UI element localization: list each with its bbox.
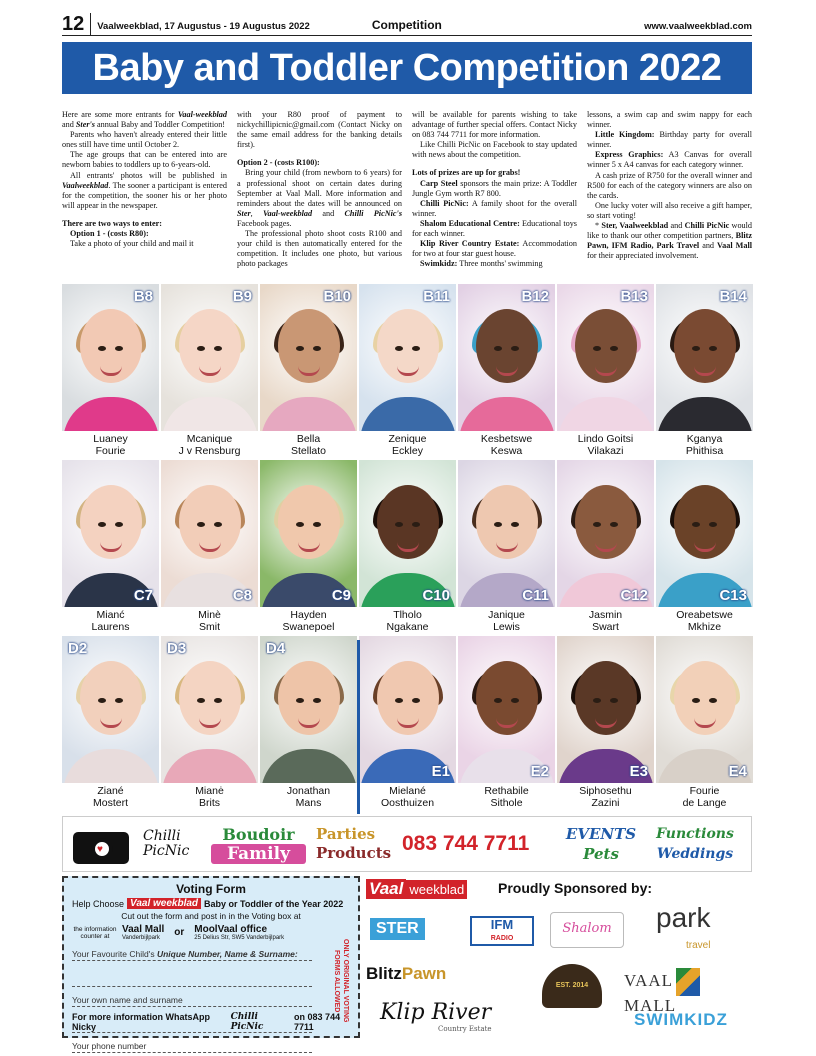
entrant-photo bbox=[359, 284, 456, 431]
article-paragraph: lessons, a swim cap and swim nappy for each winner. bbox=[587, 110, 752, 130]
entrant-number: E2 bbox=[530, 763, 549, 780]
website-url[interactable]: www.vaalweekblad.com bbox=[644, 21, 752, 32]
entrant-photo bbox=[62, 460, 159, 607]
article-paragraph: Here are some more entrants for Vaal-weekblad and Ster's annual Baby and Toddler Competition! bbox=[62, 110, 227, 130]
functions-weddings-label bbox=[650, 824, 740, 864]
entrant-photo bbox=[260, 636, 357, 783]
page-title: Baby and Toddler Competition 2022 bbox=[92, 46, 722, 89]
entrant-name: Kesbetswe Keswa bbox=[480, 433, 533, 457]
parties-products-label bbox=[316, 825, 396, 863]
entrant-card bbox=[557, 636, 654, 810]
entrant-number: B9 bbox=[232, 288, 252, 305]
entrant-card bbox=[458, 460, 555, 634]
chilli-picnic-advert bbox=[62, 816, 752, 872]
entrant-name: Mianć Laurens bbox=[91, 609, 130, 633]
article-paragraph: Swimkidz: Three months' swimming bbox=[420, 259, 543, 269]
entrant-name: Jonathan Mans bbox=[286, 785, 331, 809]
entrant-photo bbox=[161, 284, 258, 431]
category-divider bbox=[357, 640, 360, 814]
entrant-number: B10 bbox=[323, 288, 351, 305]
advert-phone: 083 744 7711 bbox=[402, 832, 530, 855]
swimkidz-logo: SWIMKIDZ bbox=[634, 1010, 728, 1029]
entrant-photo bbox=[458, 636, 555, 783]
entrant-number: E3 bbox=[629, 763, 648, 780]
article-paragraph: All entrants' photos will be published in Vaalweekblad. The sooner a participant is entered for the competition, the sooner his or her photo will appear in the newspaper. bbox=[62, 170, 227, 210]
issue-date: Vaalweekblad, 17 Augustus - 19 Augustus 2022 bbox=[97, 21, 310, 32]
entrant-grid bbox=[62, 284, 754, 812]
sponsors-panel bbox=[364, 876, 754, 1038]
entrant-number: B11 bbox=[423, 288, 450, 305]
entrant-card bbox=[62, 284, 159, 458]
vaal-mall-logo: VAALMALL bbox=[624, 968, 754, 1016]
pets-text: Pets bbox=[583, 845, 619, 863]
entrant-card bbox=[161, 284, 258, 458]
entrant-number: C7 bbox=[133, 587, 153, 604]
article-paragraph: A cash prize of R750 for the overall winner and R500 for each of the category winners are also on the cards. bbox=[587, 170, 752, 200]
entrant-card bbox=[260, 636, 357, 810]
voting-form-title: Voting Form bbox=[176, 882, 246, 896]
entrant-name: Hayden Swanepoel bbox=[282, 609, 335, 633]
entrant-number: D4 bbox=[266, 640, 286, 657]
article-paragraph: will be available for parents wishing to take advantage of further special offers. Contact Nicky on 083 744 7711 for more information. bbox=[412, 110, 577, 140]
article-paragraph: Express Graphics: A3 Canvas for overall winner 5 x A4 canvas for each category winner. bbox=[587, 150, 752, 170]
entrant-name: Ziané Mostert bbox=[92, 785, 128, 809]
article-paragraph: The professional photo shoot costs R100 and your child is then automatically entered for the competition. It includes one photo, but various photo packages bbox=[237, 229, 402, 269]
article-paragraph: Option 1 - (costs R80): bbox=[70, 229, 149, 239]
entrant-name: Kganya Phithisa bbox=[685, 433, 724, 457]
chilli-picnic-small-logo: Chilli PicNic bbox=[230, 1012, 264, 1032]
entrant-card bbox=[359, 460, 456, 634]
entrant-card bbox=[359, 636, 456, 810]
entrant-number: E1 bbox=[431, 763, 450, 780]
article-column bbox=[412, 110, 577, 280]
article-column bbox=[62, 110, 227, 280]
entrant-photo bbox=[656, 460, 753, 607]
entrant-photo bbox=[656, 636, 753, 783]
entrant-name: Tlholo Ngakane bbox=[386, 609, 429, 633]
parties-text: Parties bbox=[316, 825, 376, 843]
entrant-name: Janique Lewis bbox=[488, 609, 525, 633]
entrant-card bbox=[656, 284, 753, 458]
harrow-badge-logo: EST. 2014 bbox=[542, 964, 602, 1008]
functions-text: Functions bbox=[656, 826, 734, 842]
entrant-photo bbox=[260, 460, 357, 607]
drop-off-locations: the information counter at Vaal Mall Vanderbijlpark or MoolVaal office 25 Delius Str, SW5 Vanderbijlpark bbox=[73, 924, 285, 941]
entrant-name: Fourie de Lange bbox=[682, 785, 727, 809]
entrant-number: C9 bbox=[331, 587, 351, 604]
entrant-number: C8 bbox=[232, 587, 252, 604]
article-paragraph: with your R80 proof of payment to nickychillipicnic@gmail.com (Contact Nicky on the same email address for the banking details first). bbox=[237, 110, 402, 150]
article-column bbox=[587, 110, 752, 280]
vaalweekblad-badge: Vaal weekblad bbox=[127, 898, 201, 909]
article-paragraph: Chilli PicNic: A family shoot for the overall winner. bbox=[412, 198, 577, 218]
article-paragraph: Klip River Country Estate: Accommodation for two at four star guest house. bbox=[412, 239, 577, 259]
entrant-name: Siphosethu Zazini bbox=[579, 785, 632, 809]
entrant-photo bbox=[161, 460, 258, 607]
page-header bbox=[62, 12, 752, 36]
entrant-card bbox=[161, 460, 258, 634]
location-vaal-mall: Vaal Mall bbox=[122, 924, 165, 935]
boudoir-family-label bbox=[211, 825, 306, 864]
entrant-card bbox=[161, 636, 258, 810]
entrant-card bbox=[557, 460, 654, 634]
entrant-name: Jasmin Swart bbox=[588, 609, 623, 633]
entrant-number: B13 bbox=[620, 288, 648, 305]
location-moolvaal-office: MoolVaal office bbox=[194, 924, 268, 935]
article-paragraph: The age groups that can be entered into are newborn babies to toddlers up to 6-years-old. bbox=[62, 150, 227, 170]
entrant-name: Mielané Oosthuizen bbox=[380, 785, 435, 809]
entrant-number: B14 bbox=[719, 288, 747, 305]
park-travel-logo: park travel bbox=[656, 902, 711, 951]
entrant-name: Zenique Eckley bbox=[388, 433, 427, 457]
entrant-number: C11 bbox=[522, 587, 549, 604]
events-pets-label bbox=[556, 824, 646, 864]
entrant-name: Lindo Goitsi Vilakazi bbox=[577, 433, 634, 457]
article-paragraph: Parents who haven't already entered their little ones still have time until October 2. bbox=[62, 130, 227, 150]
entrant-row bbox=[62, 284, 754, 458]
help-prefix: Help Choose bbox=[72, 898, 125, 909]
vaalweekblad-logo: Vaal weekblad bbox=[366, 878, 490, 900]
klip-river-logo: Klip River Country Estate bbox=[380, 1000, 492, 1033]
entrant-number: C10 bbox=[422, 587, 450, 604]
article-paragraph: Like Chilli PicNic on Facebook to stay updated with news about the competition. bbox=[412, 140, 577, 160]
article-paragraph: * Ster, Vaalweekblad and Chilli PicNic would like to thank our other competition partners, Blitz Pawn, IFM Radio, Park Travel and Vaal Mall for their appreciated involvement. bbox=[587, 221, 752, 261]
entrant-row bbox=[62, 636, 754, 810]
entrant-name: Rethabile Sithole bbox=[484, 785, 529, 809]
entrant-number: D3 bbox=[167, 640, 187, 657]
products-text: Products bbox=[316, 844, 392, 862]
article-paragraph: Option 2 - (costs R100): bbox=[237, 158, 320, 168]
ifm-radio-logo: IFM RADIO bbox=[470, 916, 534, 946]
shalom-logo: Shalom bbox=[550, 912, 624, 948]
entrant-photo bbox=[62, 636, 159, 783]
original-forms-notice: ONLY ORIGINAL VOTING FORMS ALLOWED bbox=[333, 939, 349, 1023]
entrant-name: Minè Smit bbox=[198, 609, 221, 633]
article-body bbox=[62, 110, 752, 280]
entrant-photo bbox=[557, 284, 654, 431]
article-paragraph: One lucky voter will also receive a gift hamper, so start voting! bbox=[587, 200, 752, 220]
entrant-photo bbox=[557, 460, 654, 607]
blank-field[interactable] bbox=[72, 975, 312, 987]
entrant-card bbox=[260, 284, 357, 458]
entrant-name: Mianė Brits bbox=[195, 785, 224, 809]
child-name-field[interactable]: Your Favourite Child's Unique Number, Name & Surname: bbox=[72, 949, 312, 961]
entrant-row bbox=[62, 460, 754, 634]
entrant-number: B8 bbox=[133, 288, 153, 305]
entrant-name: Bella Stellato bbox=[290, 433, 327, 457]
blitz-pawn-logo: BlitzPawn bbox=[366, 964, 447, 983]
events-text: EVENTS bbox=[565, 825, 637, 843]
article-paragraph: Bring your child (from newborn to 6 years) for a professional shoot on certain dates during September at Vaal Mall. More information and reminders about the dates will be announced on Ster, Vaal-weekblad and Chilli PicNic's Facebook pages. bbox=[237, 168, 402, 228]
entrant-photo bbox=[458, 460, 555, 607]
entrant-card bbox=[656, 636, 753, 810]
entrant-number: C13 bbox=[719, 587, 747, 604]
article-paragraph: Shalom Educational Centre: Educational toys for each winner. bbox=[412, 218, 577, 239]
ster-logo: STER bbox=[370, 918, 425, 940]
entrant-card bbox=[458, 284, 555, 458]
article-paragraph: Take a photo of your child and mail it bbox=[70, 239, 194, 249]
entrant-name: Oreabetswe Mkhize bbox=[676, 609, 733, 633]
weddings-text: Weddings bbox=[656, 846, 734, 862]
entrant-number: D2 bbox=[68, 640, 88, 657]
entrant-card bbox=[656, 460, 753, 634]
entrant-photo bbox=[557, 636, 654, 783]
entrant-photo bbox=[260, 284, 357, 431]
or-text: or bbox=[174, 927, 185, 938]
entrant-card bbox=[62, 636, 159, 810]
entrant-photo bbox=[359, 636, 456, 783]
entrant-card bbox=[458, 636, 555, 810]
boudoir-text: Boudoir bbox=[222, 824, 295, 844]
article-paragraph: Lots of prizes are up for grabs! bbox=[412, 168, 521, 178]
entrant-card bbox=[359, 284, 456, 458]
entrant-number: C12 bbox=[620, 587, 648, 604]
counter-label: the information counter at bbox=[73, 925, 117, 940]
cut-instructions: Cut out the form and post in in the Voting box at bbox=[121, 911, 301, 921]
entrant-number: E4 bbox=[728, 763, 747, 780]
help-suffix: Baby or Toddler of the Year 2022 bbox=[204, 898, 344, 909]
sponsors-title: Proudly Sponsored by: bbox=[498, 880, 653, 896]
voter-name-field[interactable]: Your own name and surname bbox=[72, 995, 312, 1007]
article-paragraph: Little Kingdom: Birthday party for overall winner. bbox=[587, 130, 752, 150]
voting-form-help bbox=[72, 898, 350, 909]
page-number: 12 bbox=[62, 13, 91, 35]
voting-form-footer: For more information WhatsApp Nicky Chilli PicNic on 083 744 7711 bbox=[72, 1012, 341, 1032]
section-name: Competition bbox=[371, 18, 442, 32]
entrant-photo bbox=[458, 284, 555, 431]
article-column bbox=[237, 110, 402, 280]
voting-form bbox=[62, 876, 360, 1051]
article-paragraph: There are two ways to enter: bbox=[62, 218, 162, 228]
entrant-photo bbox=[359, 460, 456, 607]
entrant-card bbox=[62, 460, 159, 634]
entrant-photo bbox=[656, 284, 753, 431]
entrant-photo bbox=[62, 284, 159, 431]
title-banner bbox=[62, 42, 752, 94]
entrant-name: Luaney Fourie bbox=[93, 433, 128, 457]
entrant-number: B12 bbox=[521, 288, 549, 305]
family-text: Family bbox=[211, 844, 306, 864]
entrant-card bbox=[260, 460, 357, 634]
voter-phone-field[interactable]: Your phone number bbox=[72, 1041, 312, 1053]
camera-icon: ♥ bbox=[73, 824, 133, 864]
entrant-card bbox=[557, 284, 654, 458]
entrant-name: Mcanique J v Rensburg bbox=[178, 433, 241, 457]
chilli-picnic-logo: Chilli PicNic bbox=[143, 828, 190, 859]
article-paragraph: Carp Steel sponsors the main prize: A Toddler Jungle Gym worth R7 800. bbox=[412, 178, 577, 198]
entrant-photo bbox=[161, 636, 258, 783]
